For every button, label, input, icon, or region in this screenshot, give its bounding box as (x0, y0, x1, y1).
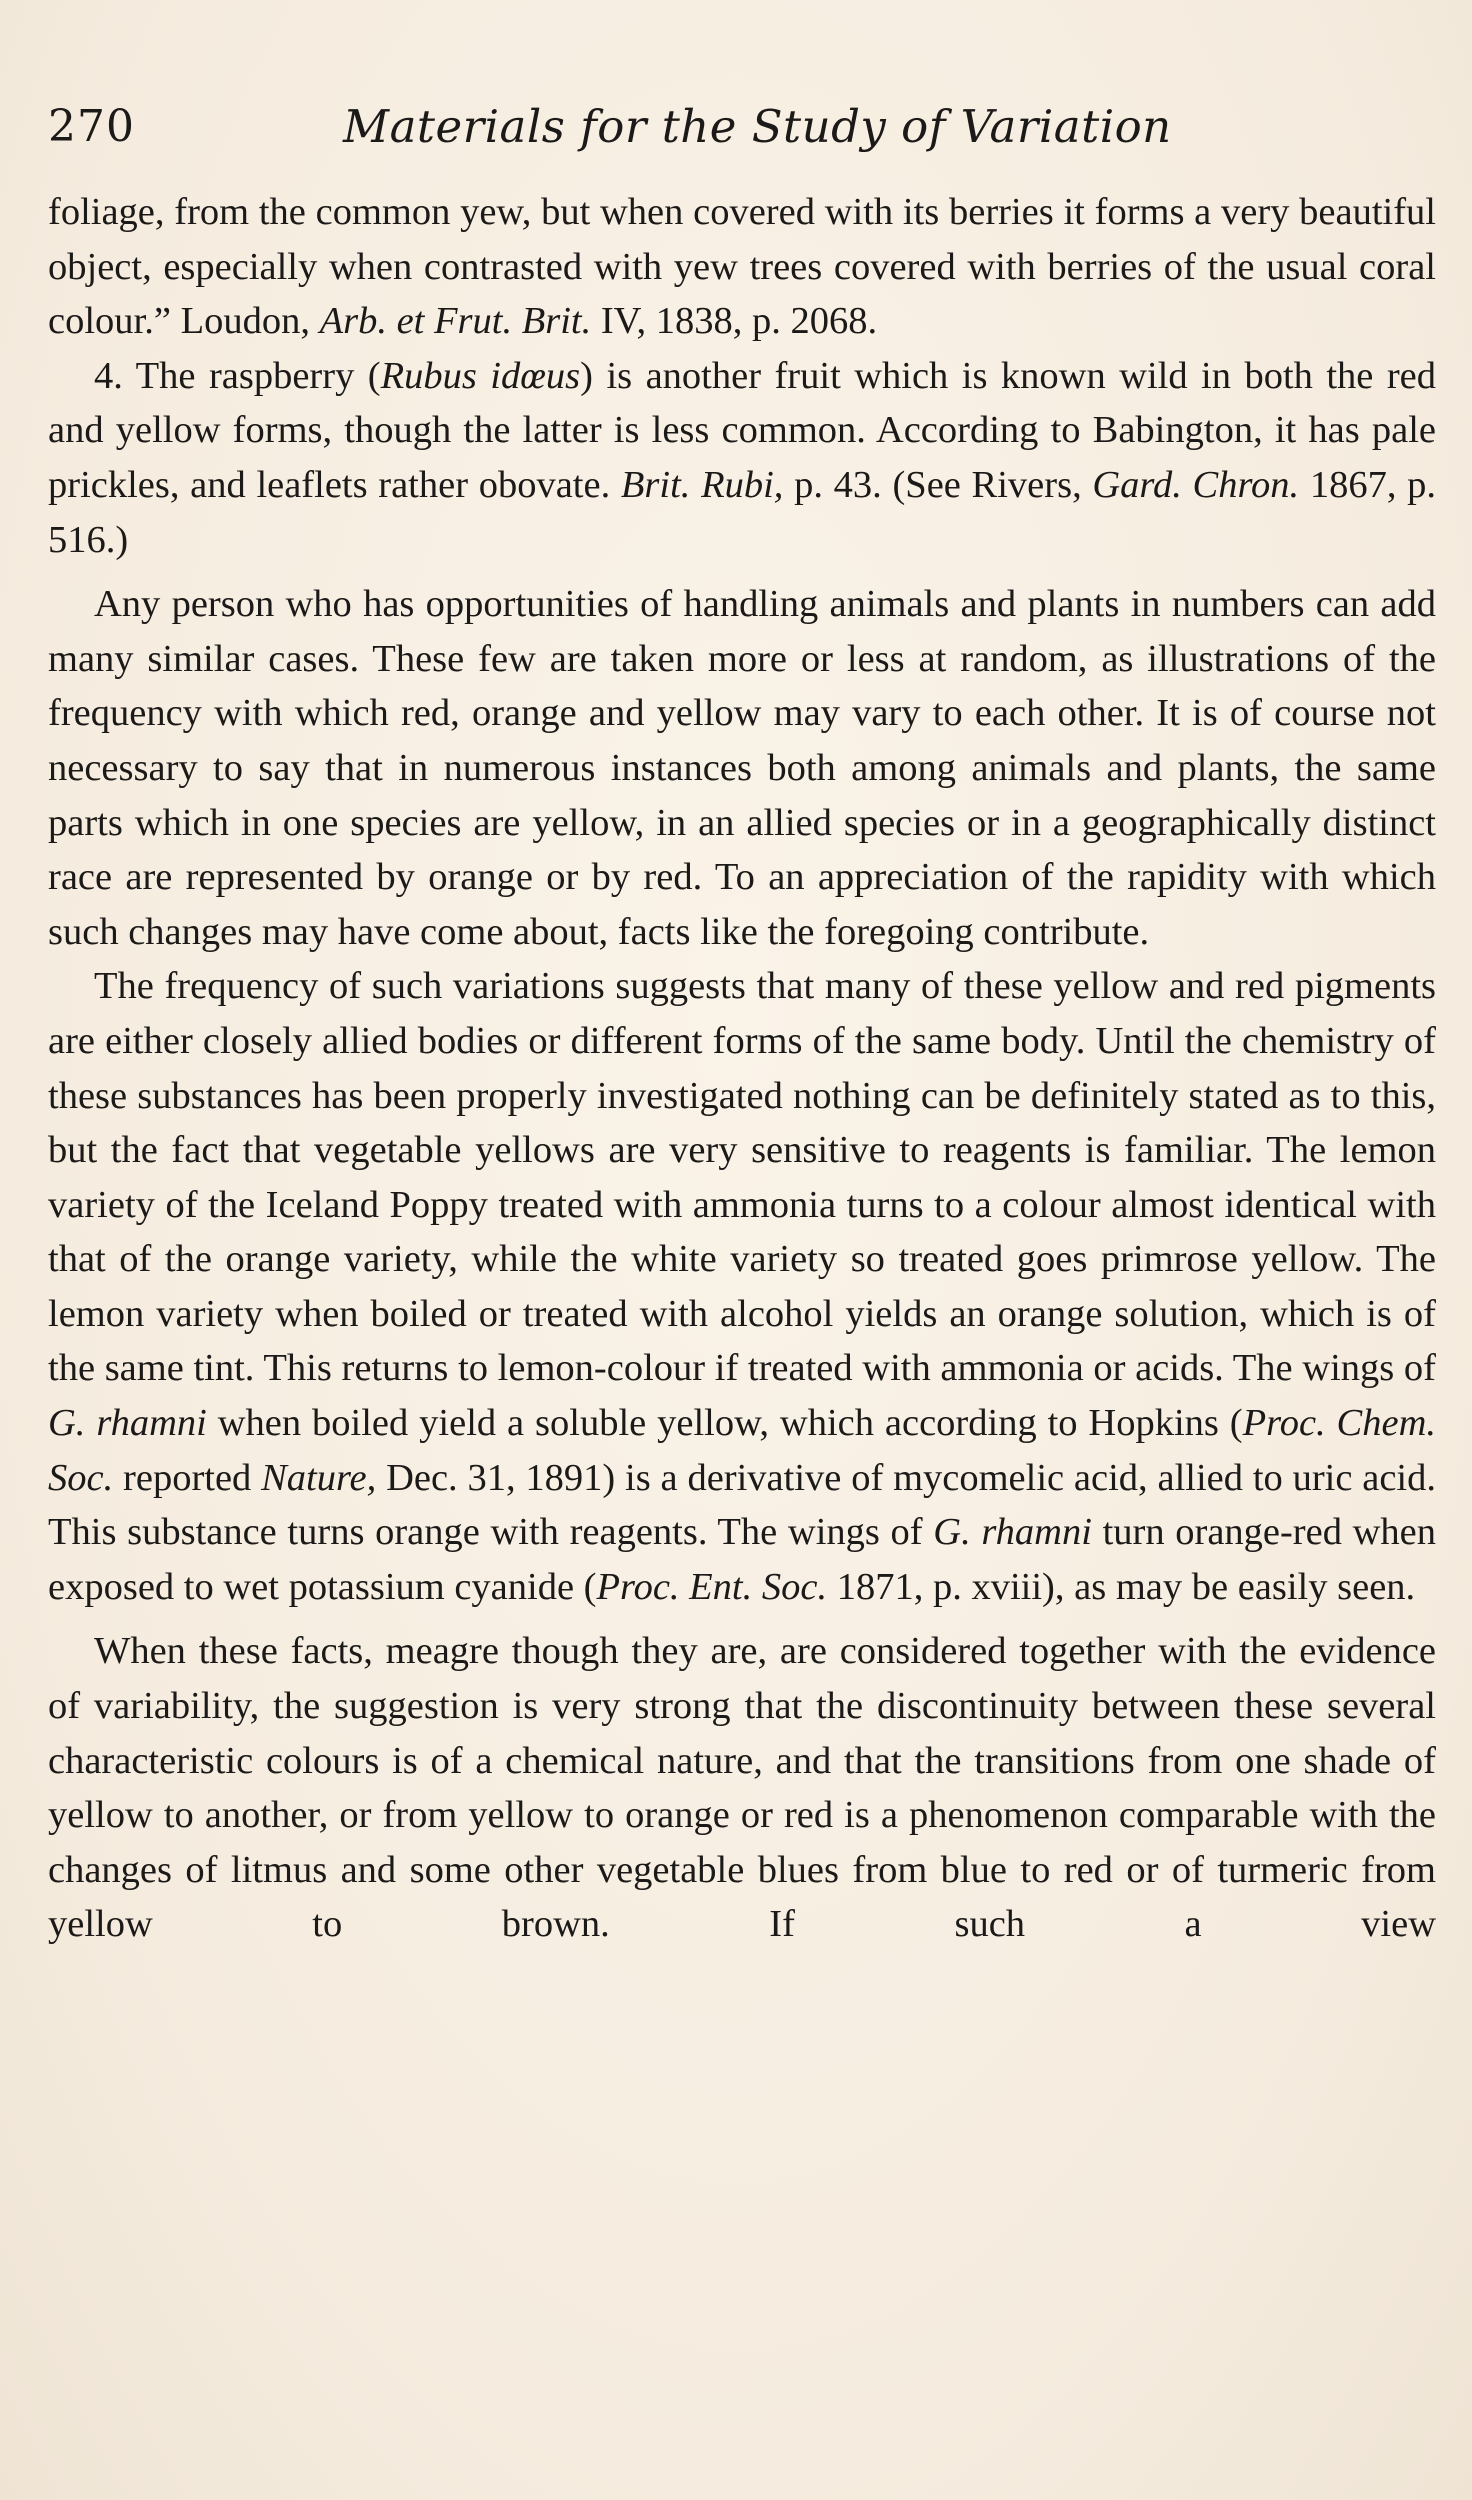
running-head (48, 92, 1428, 162)
text-run: 4. The raspberry ( (94, 354, 381, 397)
text-run: IV, 1838, p. 2068. (591, 300, 878, 343)
text-run: foliage, from the common yew, but when covered with its berries it forms a very beautiful object, especially when contrasted with yew trees covered with berries of the usual coral colour.” Loudon, (48, 191, 1436, 343)
running-title: Materials for the Study of Variation (343, 100, 1172, 153)
paragraph-discontinuity (48, 1624, 1436, 1952)
text-run: When these facts, meagre though they are, are considered together with the evidence of variability, the suggestion is very strong that the discontinuity between these several characteristic colours is of a chemical nature, and that the transitions from one shade of yellow to another, or from yellow to orange or red is a phenomenon comparable with the changes of litmus and some other vegetable blues from blue to red or of turmeric from yellow to brown. If such a view (48, 1630, 1436, 1946)
species-name: Rubus idœus (380, 354, 581, 397)
citation-title: Nature, (261, 1456, 377, 1499)
paragraph-loudon-quote (48, 185, 1436, 349)
citation-title: Proc. Chem. Soc. (48, 1402, 1436, 1499)
text-run: reported (113, 1456, 262, 1499)
text-run: ) is another fruit which is known wild in both the red and yellow forms, though the latter is less common. According to Babington, it has pale prickles, and leaflets rather obovate. (48, 354, 1436, 506)
text-run: when boiled yield a soluble yellow, which according to Hopkins ( (206, 1402, 1243, 1445)
body-text (48, 185, 1436, 1952)
text-run: The frequency of such variations suggests that many of these yellow and red pigments are either closely allied bodies or different forms of the same body. Until the chemistry of these substances has been properly investigated nothing can be definitely stated as to this, but the fact that vegetable yellows are very sensitive to reagents is familiar. The lemon variety of the Iceland Poppy treated with ammonia turns to a colour almost identical with that of the orange variety, while the white variety so treated goes primrose yellow. The lemon variety when boiled or treated with alcohol yields an orange solution, which is of the same tint. This returns to lemon-colour if treated with ammonia or acids. The wings of (48, 965, 1436, 1390)
citation-title: Brit. Rubi, (620, 463, 784, 506)
paragraph-pigments (48, 959, 1436, 1614)
species-name: G. rhamni (48, 1402, 207, 1445)
text-run: turn orange-red when exposed to wet potassium cyanide ( (48, 1511, 1437, 1608)
text-run: 1867, p. 516.) (48, 463, 1437, 561)
page-number: 270 (48, 101, 135, 152)
citation-title: Arb. et Frut. Brit. (319, 300, 592, 343)
text-run: Any person who has opportunities of handling animals and plants in numbers can add many similar cases. These few are taken more or less at random, as illustrations of the frequency with which red, orange and yellow may vary to each other. It is of course not necessary to say that in numerous instances both among animals and plants, the same parts which in one species are yellow, in an allied species or in a geographically distinct race are represented by orange or by red. To an appreciation of the rapidity with which such changes may have come about, facts like the foregoing contribute. (48, 583, 1436, 953)
text-run: 1871, p. xviii), as may be easily seen. (827, 1565, 1416, 1608)
text-run: p. 43. (See Rivers, (783, 463, 1093, 506)
citation-title: Gard. Chron. (1092, 463, 1300, 506)
citation-title: Proc. Ent. Soc. (596, 1565, 828, 1608)
species-name: G. rhamni (933, 1511, 1092, 1554)
paragraph-raspberry (48, 349, 1436, 567)
paragraph-similar-cases (48, 577, 1436, 959)
text-run: Dec. 31, 1891) is a derivative of mycomelic acid, allied to uric acid. This substance turns orange with reagents. The wings of (48, 1456, 1436, 1554)
